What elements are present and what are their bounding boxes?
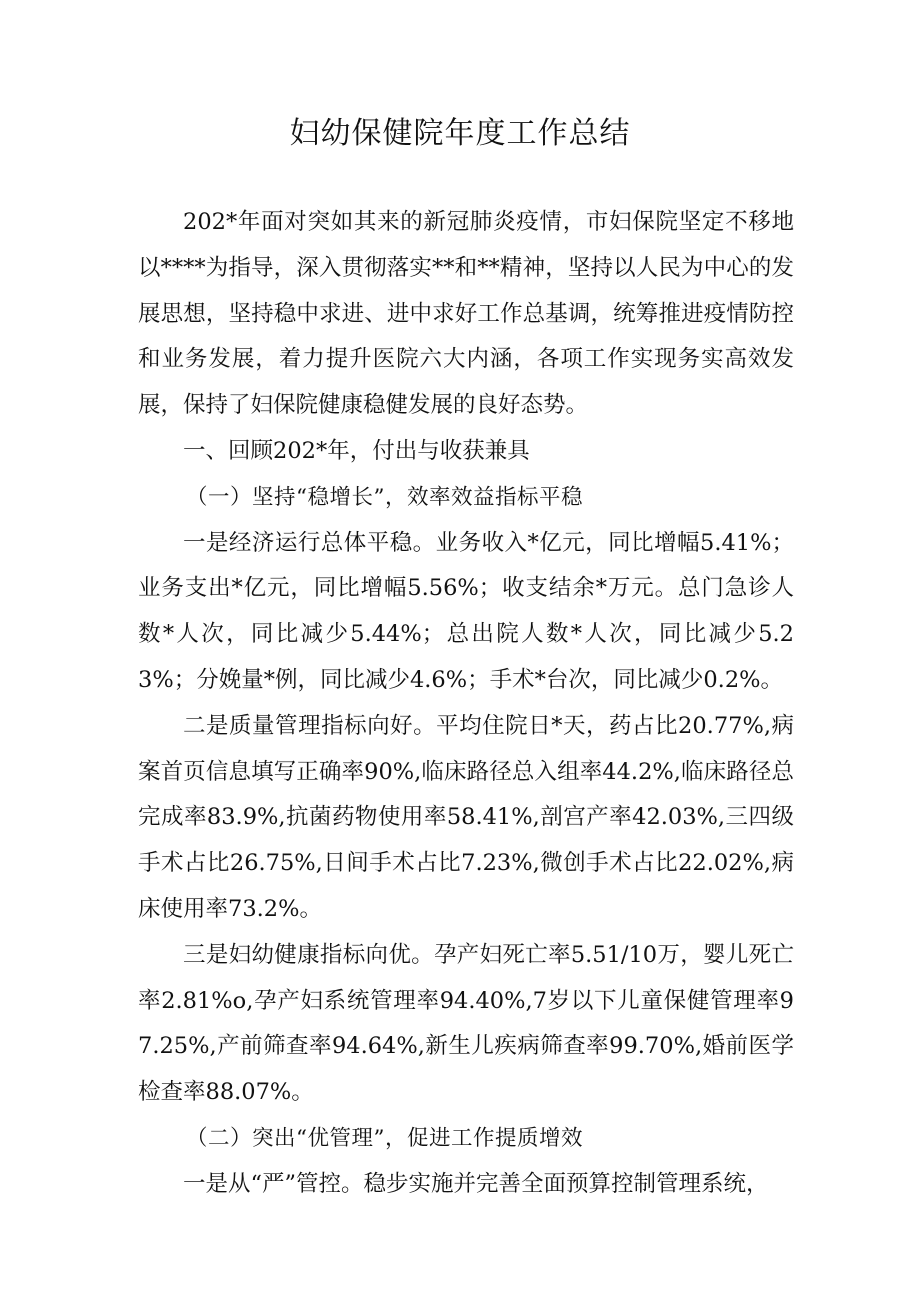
- economic-operation-paragraph: 一是经济运行总体平稳。业务收入*亿元，同比增幅5.41%；业务支出*亿元，同比增幅5.56%；收支结余*万元。总门急诊人数*人次，同比减少5.44%；总出院人数*人次，同比减少5.23%；分娩量*例，同比减少4.6%；手术*台次，同比减少0.2%。: [138, 529, 794, 693]
- subsection-heading-1: （一）坚持“稳增长”，效率效益指标平稳: [186, 484, 583, 510]
- section-heading-1: 一、回顾202*年，付出与收获兼具: [183, 437, 530, 464]
- document-body: [138, 200, 794, 1208]
- maternal-child-health-paragraph: 三是妇幼健康指标向优。孕产妇死亡率5.51/10万，婴儿死亡率2.81%o,孕产妇系统管理率94.40%,7岁以下儿童保健管理率97.25%,产前筛查率94.64%,新生儿疾病筛查率99.70%,婚前医学检查率88.07%。: [138, 941, 794, 1106]
- subsection-heading-2: （二）突出“优管理”，促进工作提质增效: [186, 1125, 583, 1151]
- intro-paragraph: 202*年面对突如其来的新冠肺炎疫情，市妇保院坚定不移地以****为指导，深入贯彻落实**和**精神，坚持以人民为中心的发展思想，坚持稳中求进、进中求好工作总基调，统筹推进疫情防控和业务发展，着力提升医院六大内涵，各项工作实现务实高效发展，保持了妇保院健康稳健发展的良好态势。: [138, 209, 794, 419]
- quality-management-paragraph: 二是质量管理指标向好。平均住院日*天，药占比20.77%,病案首页信息填写正确率90%,临床路径总入组率44.2%,临床路径总完成率83.9%,抗菌药物使用率58.41%,剖宫产率42.03%,三四级手术占比26.75%,日间手术占比7.23%,微创手术占比22.02%,病床使用率73.2%。: [138, 712, 794, 922]
- strict-control-paragraph: 一是从“严”管控。稳步实施并完善全面预算控制管理系统，: [183, 1170, 769, 1197]
- document-title: 妇幼保健院年度工作总结: [289, 116, 631, 151]
